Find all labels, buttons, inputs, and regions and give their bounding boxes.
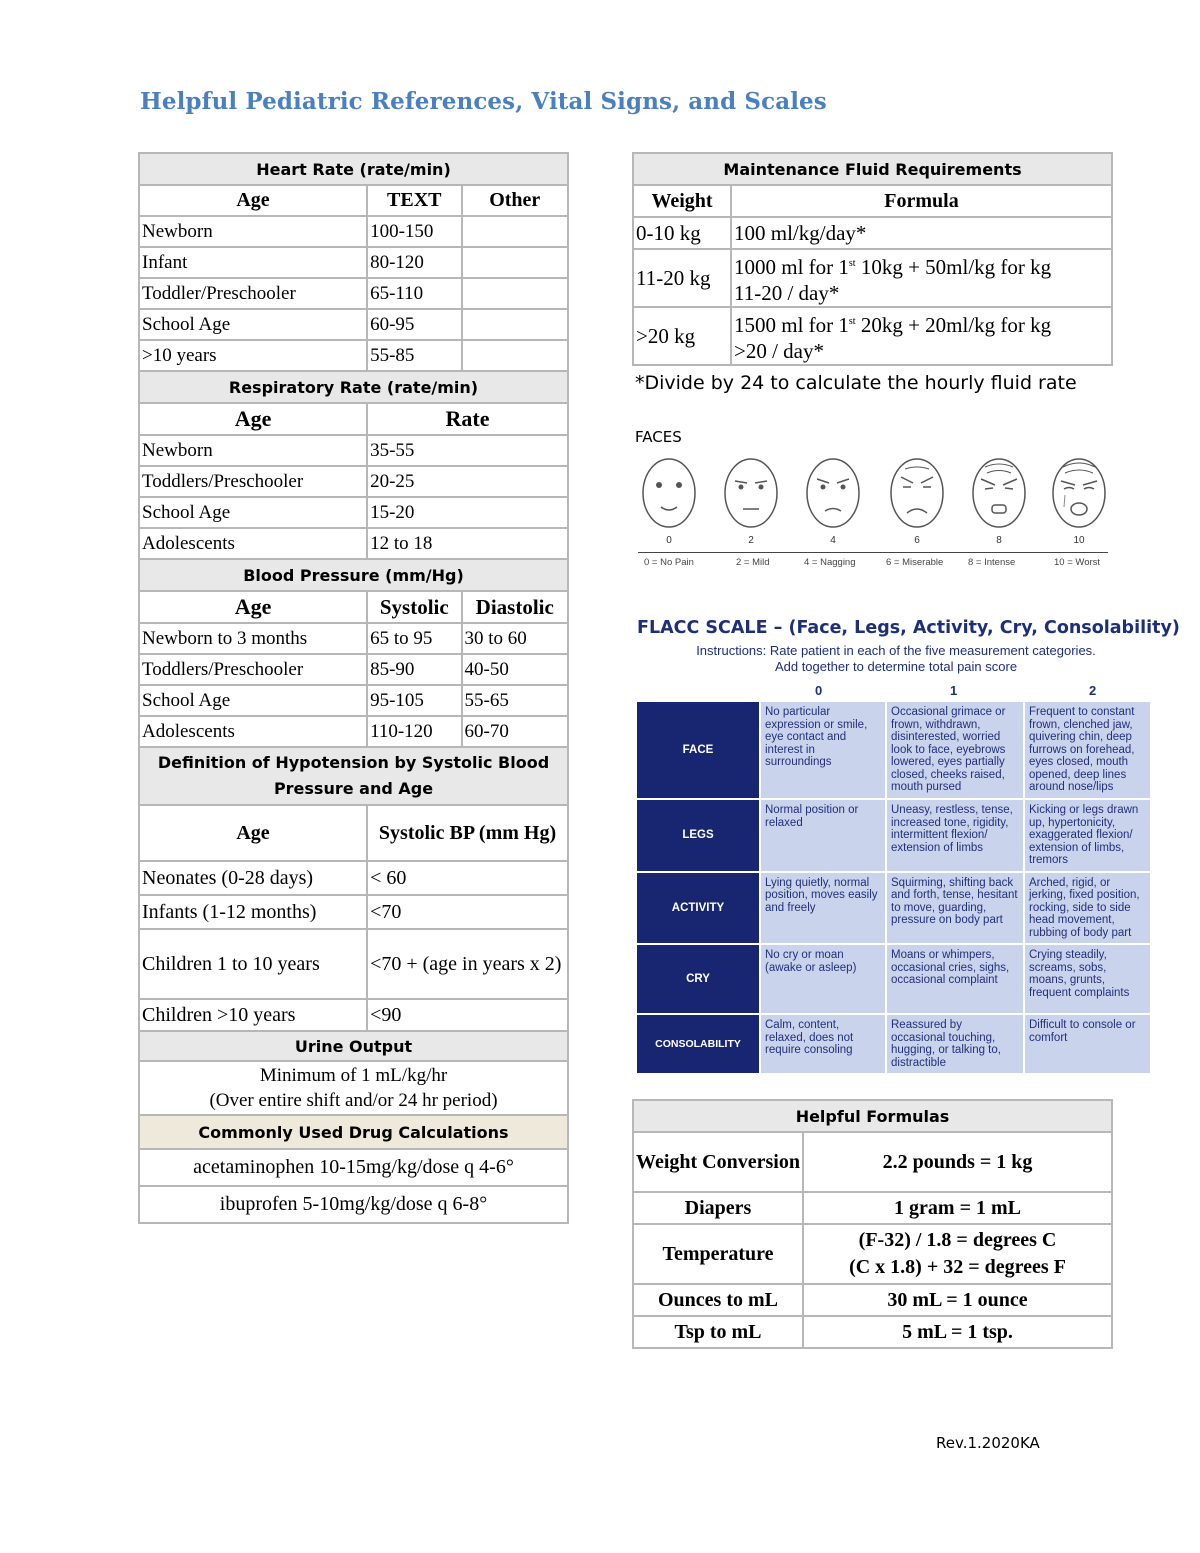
- formula-text: 11-20 / day*: [734, 280, 840, 305]
- flacc-cell: Lying quietly, normal position, moves easily and freely: [761, 873, 885, 944]
- cell: 65 to 95: [367, 623, 461, 654]
- table-row: [139, 929, 568, 999]
- table-row: [139, 685, 568, 716]
- fluids-header: Maintenance Fluid Requirements: [633, 153, 1112, 185]
- cell: School Age: [139, 309, 367, 340]
- table-row: [139, 654, 568, 685]
- table-row: [139, 435, 568, 466]
- cell: [731, 307, 1112, 365]
- flacc-cell: Normal position or relaxed: [761, 800, 885, 871]
- cell: >10 years: [139, 340, 367, 371]
- flacc-cell: Squirming, shifting back and forth, tense, hesitant to move, guarding, pressure on body part: [887, 873, 1023, 944]
- formula-label: Weight Conversion: [633, 1132, 803, 1192]
- col-other: Other: [462, 185, 569, 216]
- table-row: [139, 309, 568, 340]
- formula-value: 30 mL = 1 ounce: [803, 1284, 1112, 1316]
- cell: Toddler/Preschooler: [139, 278, 367, 309]
- col-systolic: Systolic: [367, 591, 461, 623]
- col-age: Age: [139, 403, 367, 435]
- faces-divider: [638, 552, 1108, 553]
- table-row: [139, 247, 568, 278]
- table-row: [139, 716, 568, 747]
- table-row: [139, 623, 568, 654]
- formula-label: Temperature: [633, 1224, 803, 1284]
- temp-c-to-f: (C x 1.8) + 32 = degrees F: [849, 1256, 1066, 1278]
- formula-value: 1 gram = 1 mL: [803, 1192, 1112, 1224]
- formula-label: Tsp to mL: [633, 1316, 803, 1348]
- table-row: [633, 1284, 1112, 1316]
- face-desc: 0 = No Pain: [644, 557, 694, 568]
- cell: Newborn: [139, 216, 367, 247]
- col-rate: Rate: [367, 403, 568, 435]
- cell: School Age: [139, 497, 367, 528]
- col-age: Age: [139, 805, 367, 861]
- helpful-formulas-table: [632, 1099, 1113, 1349]
- face-desc: 6 = Miserable: [886, 557, 944, 568]
- cell: Infant: [139, 247, 367, 278]
- hypotension-header: Definition of Hypotension by Systolic Blood Pressure and Age: [139, 747, 568, 805]
- formula-value: [803, 1224, 1112, 1284]
- cell: 60-95: [367, 309, 461, 340]
- face-number: 8: [996, 535, 1002, 546]
- flacc-cell: No particular expression or smile, eye contact and interest in surroundings: [761, 702, 885, 798]
- table-row: [139, 497, 568, 528]
- cell: Toddlers/Preschooler: [139, 654, 367, 685]
- cell: 40-50: [462, 654, 569, 685]
- heart-rate-header: Heart Rate (rate/min): [139, 153, 568, 185]
- flacc-row-activity: [637, 873, 1150, 944]
- face-number: 2: [748, 535, 754, 546]
- formula-label: Ounces to mL: [633, 1284, 803, 1316]
- face-8: [968, 455, 1030, 546]
- cell: 0-10 kg: [633, 217, 731, 249]
- flacc-row-face: [637, 702, 1150, 798]
- cell: Adolescents: [139, 716, 367, 747]
- temp-f-to-c: (F-32) / 1.8 = degrees C: [858, 1229, 1057, 1251]
- urine-line-2: (Over entire shift and/or 24 hr period): [209, 1090, 498, 1111]
- score-0: 0: [815, 683, 823, 698]
- table-row: [139, 466, 568, 497]
- faces-label: FACES: [635, 428, 682, 446]
- cell: 95-105: [367, 685, 461, 716]
- instr-line: Instructions: Rate patient in each of the five measurement categories.: [696, 643, 1096, 658]
- cell: 100 ml/kg/day*: [731, 217, 1112, 249]
- table-row: [139, 216, 568, 247]
- flacc-row-legs: [637, 800, 1150, 871]
- cell: [731, 249, 1112, 307]
- flacc-cell: No cry or moan (awake or asleep): [761, 945, 885, 1013]
- col-weight: Weight: [633, 185, 731, 217]
- face-desc: 4 = Nagging: [804, 557, 856, 568]
- table-row: [633, 1316, 1112, 1348]
- cell: 110-120: [367, 716, 461, 747]
- cell: School Age: [139, 685, 367, 716]
- table-row: [139, 528, 568, 559]
- cell: Neonates (0-28 days): [139, 861, 367, 895]
- table-row: [633, 307, 1112, 365]
- urine-line-1: Minimum of 1 mL/kg/hr: [259, 1065, 448, 1086]
- formula-text: 10kg + 50ml/kg for kg: [855, 254, 1052, 279]
- drug-ibuprofen: ibuprofen 5-10mg/kg/dose q 6-8°: [139, 1186, 568, 1223]
- vital-signs-table: [138, 152, 569, 1224]
- cell: Adolescents: [139, 528, 367, 559]
- face-number: 4: [830, 535, 836, 546]
- flacc-cell: Arched, rigid, or jerking, fixed position, rocking, side to side head movement, rubbing of body part: [1025, 873, 1150, 944]
- flacc-category: FACE: [637, 702, 759, 798]
- instr-line: Add together to determine total pain score: [774, 659, 1018, 674]
- table-row: [633, 1192, 1112, 1224]
- superscript: st: [848, 315, 856, 327]
- flacc-category: CONSOLABILITY: [637, 1015, 759, 1073]
- flacc-row-consolability: [637, 1015, 1150, 1073]
- flacc-category: LEGS: [637, 800, 759, 871]
- flacc-cell: Kicking or legs drawn up, hypertonicity, exaggerated flexion/ extension of limbs, tremors: [1025, 800, 1150, 871]
- drug-calc-header: Commonly Used Drug Calculations: [139, 1115, 568, 1149]
- cell: 100-150: [367, 216, 461, 247]
- cell: 20-25: [367, 466, 568, 497]
- blood-pressure-header: Blood Pressure (mm/Hg): [139, 559, 568, 591]
- flacc-category: CRY: [637, 945, 759, 1013]
- score-2: 2: [1089, 683, 1097, 698]
- cell: <70 + (age in years x 2): [367, 929, 568, 999]
- cell: 85-90: [367, 654, 461, 685]
- flacc-cell: Difficult to console or comfort: [1025, 1015, 1150, 1073]
- cell: Newborn: [139, 435, 367, 466]
- cell: 65-110: [367, 278, 461, 309]
- formula-label: Diapers: [633, 1192, 803, 1224]
- cell: Children >10 years: [139, 999, 367, 1031]
- fluid-note: *Divide by 24 to calculate the hourly fluid rate: [635, 372, 1077, 394]
- face-2: [720, 455, 782, 546]
- flacc-category: ACTIVITY: [637, 873, 759, 944]
- col-systolic-bp: Systolic BP (mm Hg): [367, 805, 568, 861]
- cell: Infants (1-12 months): [139, 895, 367, 929]
- flacc-row-cry: [637, 945, 1150, 1013]
- cell: < 60: [367, 861, 568, 895]
- flacc-cell: Occasional grimace or frown, withdrawn, disinterested, worried look to face, eyebrows lowered, eyes partially closed, cheeks raised, mouth pursed: [887, 702, 1023, 798]
- superscript: st: [848, 257, 856, 269]
- face-desc: 10 = Worst: [1054, 557, 1101, 568]
- cell: 12 to 18: [367, 528, 568, 559]
- cell: Toddlers/Preschooler: [139, 466, 367, 497]
- formulas-header: Helpful Formulas: [633, 1100, 1112, 1132]
- cell: >20 kg: [633, 307, 731, 365]
- col-text: TEXT: [367, 185, 461, 216]
- col-diastolic: Diastolic: [462, 591, 569, 623]
- cell: Children 1 to 10 years: [139, 929, 367, 999]
- flacc-cell: Moans or whimpers, occasional cries, sighs, occasional complaint: [887, 945, 1023, 1013]
- flacc-cell: Crying steadily, screams, sobs, moans, grunts, frequent complaints: [1025, 945, 1150, 1013]
- face-6: [886, 455, 948, 546]
- flacc-instructions: [686, 643, 1106, 675]
- col-age: Age: [139, 591, 367, 623]
- flacc-table: [635, 700, 1152, 1075]
- cell: 80-120: [367, 247, 461, 278]
- formula-text: 1000 ml for 1: [734, 254, 849, 279]
- face-number: 10: [1073, 535, 1085, 546]
- cell: Newborn to 3 months: [139, 623, 367, 654]
- cell: 11-20 kg: [633, 249, 731, 307]
- face-10: [1048, 455, 1110, 546]
- urine-output-header: Urine Output: [139, 1031, 568, 1061]
- table-row: [139, 999, 568, 1031]
- face-desc: 8 = Intense: [968, 557, 1016, 568]
- cell: <90: [367, 999, 568, 1031]
- respiratory-rate-header: Respiratory Rate (rate/min): [139, 371, 568, 403]
- table-row: [139, 895, 568, 929]
- formula-text: 20kg + 20ml/kg for kg: [855, 312, 1052, 337]
- col-formula: Formula: [731, 185, 1112, 217]
- table-row: [633, 1224, 1112, 1284]
- cell: 55-85: [367, 340, 461, 371]
- table-row: [633, 1132, 1112, 1192]
- cell: 55-65: [462, 685, 569, 716]
- cell: [462, 216, 569, 247]
- table-row: [139, 861, 568, 895]
- revision-label: Rev.1.2020KA: [936, 1434, 1040, 1452]
- formula-value: 2.2 pounds = 1 kg: [803, 1132, 1112, 1192]
- cell: [462, 340, 569, 371]
- drug-acetaminophen: acetaminophen 10-15mg/kg/dose q 4-6°: [139, 1149, 568, 1186]
- fluid-requirements-table: [632, 152, 1113, 366]
- page-title: Helpful Pediatric References, Vital Signs, and Scales: [140, 88, 827, 115]
- cell: [462, 247, 569, 278]
- cell: 30 to 60: [462, 623, 569, 654]
- face-4: [802, 455, 864, 546]
- face-desc: 2 = Mild: [736, 557, 770, 568]
- face-0: [638, 455, 700, 546]
- face-number: 6: [914, 535, 920, 546]
- score-1: 1: [950, 683, 958, 698]
- table-row: [139, 278, 568, 309]
- flacc-cell: Frequent to constant frown, clenched jaw, quivering chin, deep furrows on forehead, eyes closed, mouth opened, deep lines around nose/lips: [1025, 702, 1150, 798]
- urine-output-value: [139, 1061, 568, 1115]
- faces-scale: [638, 455, 1108, 570]
- table-row: [139, 340, 568, 371]
- table-row: [633, 249, 1112, 307]
- formula-text: >20 / day*: [734, 338, 824, 363]
- flacc-cell: Uneasy, restless, tense, increased tone, rigidity, intermittent flexion/ extension of limbs: [887, 800, 1023, 871]
- flacc-title: FLACC SCALE – (Face, Legs, Activity, Cry, Consolability): [637, 618, 1180, 638]
- cell: 15-20: [367, 497, 568, 528]
- cell: 60-70: [462, 716, 569, 747]
- cell: 35-55: [367, 435, 568, 466]
- flacc-cell: Calm, content, relaxed, does not require consoling: [761, 1015, 885, 1073]
- flacc-cell: Reassured by occasional touching, hugging, or talking to, distractible: [887, 1015, 1023, 1073]
- face-number: 0: [666, 535, 672, 546]
- cell: [462, 278, 569, 309]
- cell: <70: [367, 895, 568, 929]
- table-row: [633, 217, 1112, 249]
- cell: [462, 309, 569, 340]
- formula-text: 1500 ml for 1: [734, 312, 849, 337]
- col-age: Age: [139, 185, 367, 216]
- formula-value: 5 mL = 1 tsp.: [803, 1316, 1112, 1348]
